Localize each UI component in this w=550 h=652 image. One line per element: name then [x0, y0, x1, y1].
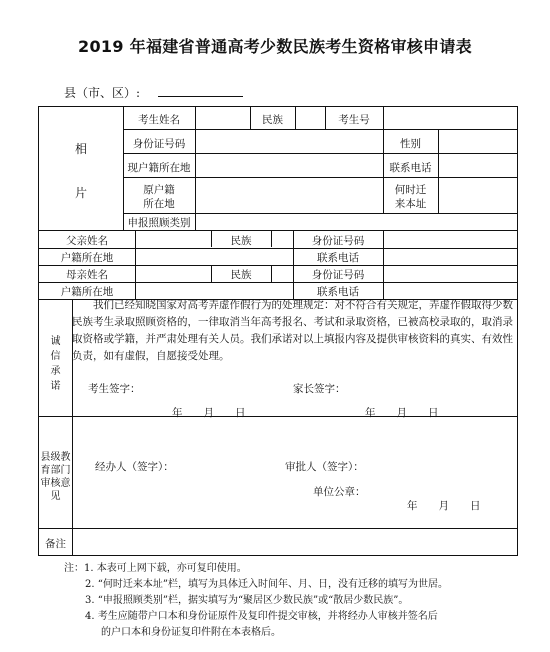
label-move-in-2: 来本址 — [394, 198, 427, 210]
seal-label: 单位公章： — [313, 486, 366, 498]
review-label-1: 县级教 — [40, 452, 71, 463]
label-id: 身份证号码 — [132, 138, 186, 150]
label-move-in-1: 何时迁 — [394, 184, 427, 196]
pledge-label-2: 信 — [50, 351, 61, 362]
pledge-label-1: 诚 — [50, 336, 61, 347]
parent-sign-date: 年 月 日 — [365, 407, 439, 419]
student-signature-label: 考生签字： — [88, 383, 141, 395]
label-phone: 联系电话 — [389, 162, 432, 174]
pledge-label-3: 承 — [50, 366, 61, 377]
note-3: 3. “申报照顾类别”栏，据实填写为“聚居区少数民族”或“散居少数民族”。 — [85, 595, 409, 606]
label-mother-phone: 联系电话 — [317, 286, 359, 298]
label-mother-household: 户籍所在地 — [60, 286, 114, 298]
label-mother-ethnicity: 民族 — [230, 269, 252, 281]
label-name: 考生姓名 — [138, 114, 180, 126]
note-1: 注：1. 本表可上网下载，亦可复印使用。 — [64, 563, 247, 574]
label-mother-id: 身份证号码 — [311, 269, 365, 281]
label-father-ethnicity: 民族 — [230, 235, 252, 247]
review-date: 年 月 日 — [407, 500, 481, 512]
label-mother: 母亲姓名 — [66, 269, 108, 281]
label-father-phone: 联系电话 — [317, 252, 359, 264]
student-sign-date: 年 月 日 — [172, 407, 246, 419]
label-father-household: 户籍所在地 — [60, 252, 114, 264]
label-father: 父亲姓名 — [66, 235, 108, 247]
label-gender: 性别 — [400, 138, 421, 150]
handler-signature-label: 经办人（签字）： — [95, 461, 174, 473]
county-field[interactable] — [158, 96, 243, 97]
photo-label-1: 相 — [74, 142, 87, 156]
form-title: 2019 年福建省普通高考少数民族考生资格审核申请表 — [78, 37, 472, 56]
label-father-id: 身份证号码 — [311, 235, 365, 247]
label-ethnicity: 民族 — [262, 114, 283, 126]
review-label-4: 见 — [50, 491, 61, 502]
label-orig-household-1: 原户籍 — [143, 184, 175, 196]
label-exam-no: 考生号 — [338, 114, 370, 126]
remark-label: 备注 — [45, 538, 66, 550]
note-5: 的户口本和身份证复印件附在本表格后。 — [101, 627, 281, 638]
approver-signature-label: 审批人（签字）： — [285, 461, 364, 473]
review-label-2: 育部门 — [40, 465, 71, 476]
note-4: 4. 考生应随带户口本和身份证原件及复印件提交审核，并将经办人审核并签名后 — [85, 611, 438, 622]
review-label-3: 审核意 — [40, 478, 71, 489]
county-label: 县（市、区）: — [64, 86, 141, 100]
pledge-text: 我们已经知晓国家对高考弄虚作假行为的处理规定：对不符合有关规定，弄虚作假取得少数民族考生录取照顾资格的，一律取消当年高考报名、考试和录取资格，已被高校录取的，取消录取资格或学籍，并严肃处理有关人员。我们承诺对以上填报内容及提供审核资料的真实、有效性负责，如有虚假，自愿接受处理。 — [72, 299, 513, 362]
pledge-label-4: 诺 — [50, 381, 61, 392]
note-2: 2. “何时迁来本址”栏，填写为具体迁入时间年、月、日，没有迁移的填写为世居。 — [85, 579, 448, 590]
parent-signature-label: 家长签字： — [293, 383, 346, 395]
photo-label-2: 片 — [74, 186, 87, 200]
label-orig-household-2: 所在地 — [143, 198, 175, 210]
label-household: 现户籍所在地 — [127, 162, 191, 174]
label-category: 申报照顾类别 — [127, 217, 191, 229]
